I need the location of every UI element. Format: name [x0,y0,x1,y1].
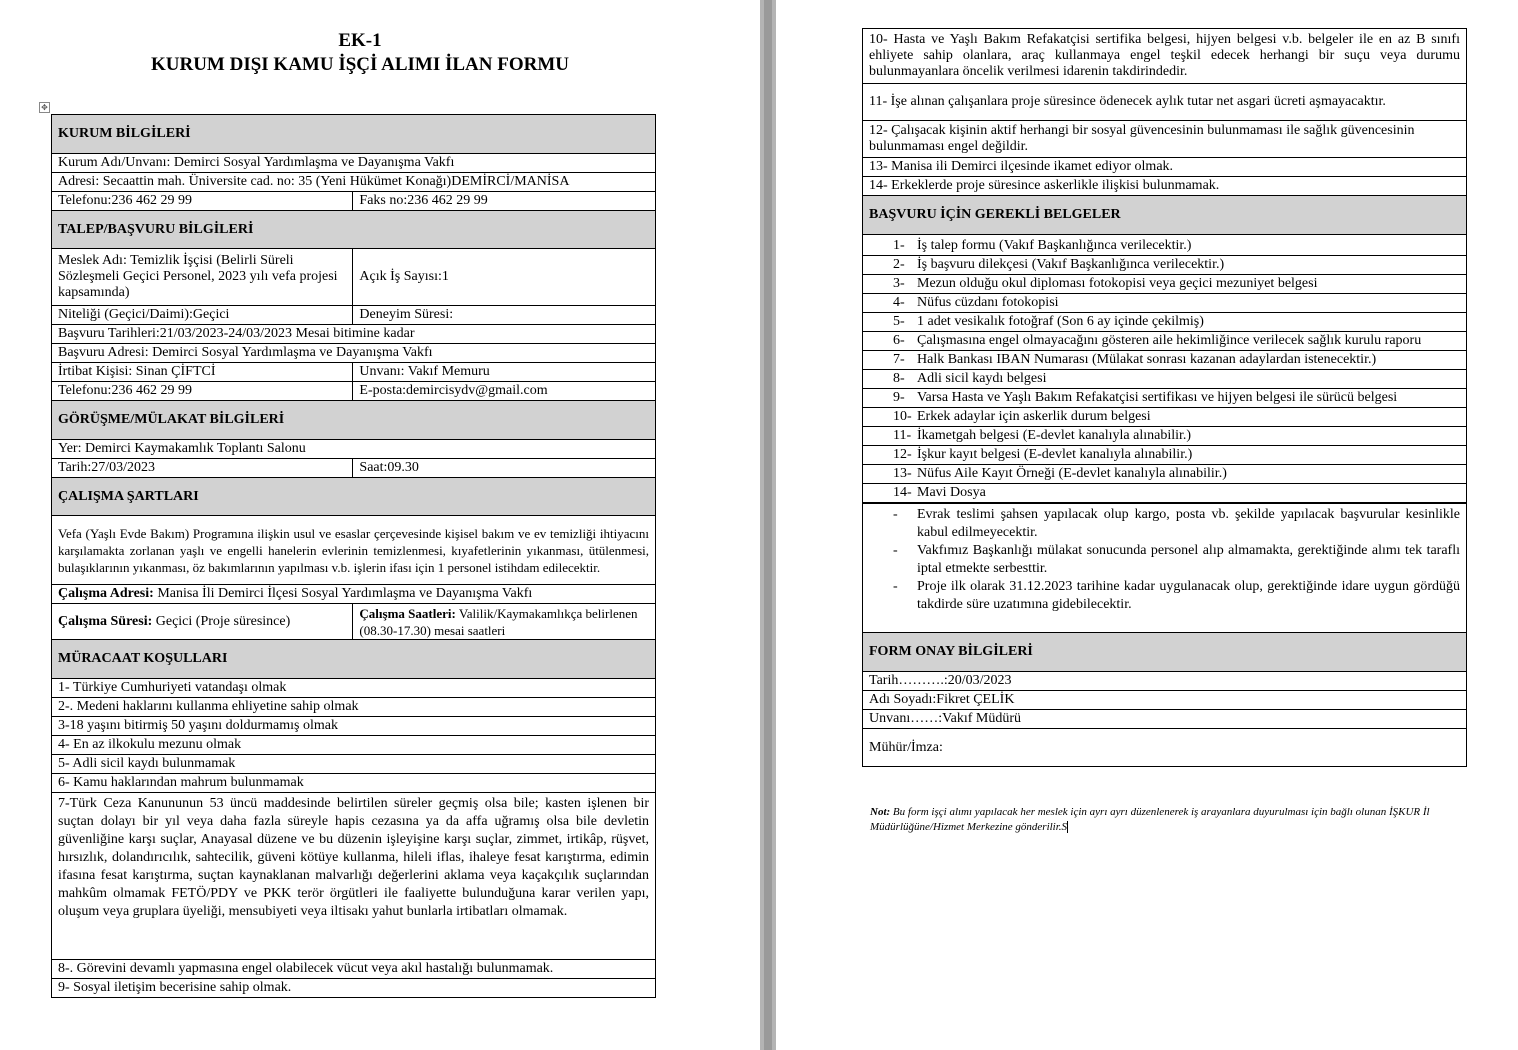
kosul-3: 3-18 yaşını bitirmiş 50 yaşını doldurmamış olmak [52,717,656,736]
kosul-10: 10- Hasta ve Yaşlı Bakım Refakatçisi sertifika belgesi, hijyen belgesi v.b. belgeler ile en az B sınıfı ehliyete sahip olanlara, araç kullanmaya engel teşkil edecek herhangi bir suçu veya durumu bulunmayanlara öncelik verilmesi idarenin takdirindedir. [863,29,1467,84]
belge-item-number: 2- [893,257,905,272]
belge-item-text: İşkur kayıt belgesi (E-devlet kanalıyla alınabilir.) [917,447,1193,462]
section-header-gorusme: GÖRÜŞME/MÜLAKAT BİLGİLERİ [52,401,656,440]
form-annex-number: EK-1 [338,30,382,51]
kosul-12: 12- Çalışacak kişinin aktif herhangi bir sosyal güvencesinin bulunmaması ile sağlık güvencesinin bulunmaması engel değildir. [863,121,1467,158]
onay-tarih: Tarih……….:20/03/2023 [863,672,1467,691]
belge-item-text: Erkek adaylar için askerlik durum belgesi [917,409,1151,424]
belgeler-list [869,237,1460,503]
meslek-adi: Meslek Adı: Temizlik İşçisi (Belirli Süreli Sözleşmeli Geçici Personel, 2023 yılı vefa projesi kapsamında) [52,249,353,306]
belge-item-number: 13- [893,466,912,481]
talep-telefon: Telefonu:236 462 29 99 [52,382,353,401]
deneyim-suresi: Deneyim Süresi: [353,306,656,325]
belge-note [869,542,1460,578]
onay-unvan: Unvanı……:Vakıf Müdürü [863,710,1467,729]
calisma-aciklama: Vefa (Yaşlı Evde Bakım) Programına ilişkin usul ve esaslar çerçevesinde kişisel bakım ve ev temizliği ihtiyacını karşılamakta zorlanan yaşlı ve engelli hanelerin evlerinin temizlenmesi, kıyafetlerinin yıkanması, ütülenmesi, bulaşıklarının yıkanması, öz bakımlarının yapılması v.b. işlerin ifası için 1 personel istihdam edilecektir. [52,516,656,585]
calisma-adresi-value: Manisa İli Demirci İlçesi Sosyal Yardımlaşma ve Dayanışma Vakfı [153,586,533,601]
kosul-11: 11- İşe alınan çalışanlara proje süresince ödenecek aylık tutar net asgari ücreti aşmayacaktır. [863,84,1467,121]
section-header-kurum: KURUM BİLGİLERİ [52,115,656,154]
belge-note-text: Evrak teslimi şahsen yapılacak olup kargo, posta vb. şekilde yapılacak başvurular kesinlikle kabul edilmeyecektir. [917,507,1460,540]
onay-muhur-imza: Mühür/İmza: [863,729,1467,767]
belge-item [863,427,1466,446]
belge-item-number: 11- [893,428,912,443]
kosul-14: 14- Erkeklerde proje süresince askerlikle ilişkisi bulunmamak. [863,177,1467,196]
belge-item-text: 1 adet vesikalık fotoğraf (Son 6 ay içinde çekilmiş) [917,314,1204,329]
mulakat-tarih: Tarih:27/03/2023 [52,459,353,478]
basvuru-adresi: Başvuru Adresi: Demirci Sosyal Yardımlaşma ve Dayanışma Vakfı [52,344,656,363]
belge-item-number: 6- [893,333,905,348]
footnote-text: Bu form işçi alımı yapılacak her meslek için ayrı ayrı düzenlenerek iş arayanlara duyurulması için bağlı olunan İŞKUR İl Müdürlüğüne/Hizmet Merkezine gönderilir.S [870,806,1430,833]
belge-item-text: İş başvuru dilekçesi (Vakıf Başkanlığınca verilecektir.) [917,257,1225,272]
belge-note-text: Vakfımız Başkanlığı mülakat sonucunda personel alıp almamakta, gerektiğinde alımı tek taraflı iptal etmekte serbesttir. [917,543,1460,576]
belge-item-number: 4- [893,295,905,310]
kosul-5: 5- Adli sicil kaydı bulunmamak [52,755,656,774]
belge-item-number: 1- [893,238,905,253]
belge-item-text: Halk Bankası IBAN Numarası (Mülakat sonrası kazanan adaylardan istenecektir.) [917,352,1377,367]
belge-item-text: Nüfus cüzdanı fotokopisi [917,295,1059,310]
belgeler-list-cell [863,235,1467,504]
kosul-8: 8-. Görevini devamlı yapmasına engel olabilecek vücut veya akıl hastalığı bulunmamak. [52,960,656,979]
calisma-saatleri-label: Çalışma Saatleri: [359,605,456,621]
section-header-calisma: ÇALIŞMA ŞARTLARI [52,478,656,516]
kosul-4: 4- En az ilkokulu mezunu olmak [52,736,656,755]
belge-item-number: 7- [893,352,905,367]
belge-note-text: Proje ilk olarak 31.12.2023 tarihine kadar uygulanacak olup, gerektiğinde idare uygun gördüğü takdirde süre uzatımına gidebilecektir. [917,579,1460,612]
calisma-suresi [52,604,353,640]
belge-item [863,484,1466,503]
section-header-muracaat: MÜRACAAT KOŞULLARI [52,640,656,679]
belge-item-text: Varsa Hasta ve Yaşlı Bakım Refakatçisi sertifikası ve hijyen belgesi ile sürücü belgesi [917,390,1398,405]
belge-note [869,506,1460,542]
belge-item [863,313,1466,332]
bullet-dash-icon: - [893,507,898,522]
niteligi: Niteliği (Geçici/Daimi):Geçici [52,306,353,325]
belge-note [869,578,1460,614]
kosul-6: 6- Kamu haklarından mahrum bulunmamak [52,774,656,793]
belge-item [863,351,1466,370]
text-cursor [1067,821,1068,833]
form-table-right [862,28,1467,767]
belge-item-text: Adli sicil kaydı belgesi [917,371,1047,386]
belge-item-number: 9- [893,390,905,405]
belge-item [863,465,1466,484]
acik-is-sayisi: Açık İş Sayısı:1 [353,249,656,306]
belge-item [863,275,1466,294]
form-table-left [51,114,656,998]
calisma-adresi-label: Çalışma Adresi: [58,586,154,601]
form-footnote [870,805,1490,835]
belge-item-number: 5- [893,314,905,329]
kurum-telefon: Telefonu:236 462 29 99 [52,192,353,211]
belge-item-number: 10- [893,409,912,424]
kosul-2: 2-. Medeni haklarını kullanma ehliyetine sahip olmak [52,698,656,717]
kurum-adi: Kurum Adı/Unvanı: Demirci Sosyal Yardımlaşma ve Dayanışma Vakfı [52,154,656,173]
footnote-label: Not: [870,806,891,818]
calisma-saatleri-value: Valilik/Kaymakamlıkça belirlenen (08.30-17.30) mesai saatleri [359,605,638,638]
belge-item-text: İkametgah belgesi (E-devlet kanalıyla alınabilir.) [917,428,1192,443]
mulakat-yer: Yer: Demirci Kaymakamlık Toplantı Salonu [52,440,656,459]
document-page-2 [776,0,1518,1050]
belge-item-text: Mezun olduğu okul diploması fotokopisi veya geçici mezuniyet belgesi [917,276,1318,291]
bullet-dash-icon: - [893,543,898,558]
kosul-9: 9- Sosyal iletişim becerisine sahip olmak. [52,979,656,998]
belge-item-text: Mavi Dosya [917,485,986,500]
calisma-adresi [52,585,656,604]
page-gutter [760,0,776,1050]
belge-item [863,237,1466,256]
belge-item [863,408,1466,427]
belge-item [863,446,1466,465]
bullet-dash-icon: - [893,579,898,594]
belge-item-number: 12- [893,447,912,462]
belge-item-text: Nüfus Aile Kayıt Örneği (E-devlet kanalıyla alınabilir.) [917,466,1227,481]
kosul-1: 1- Türkiye Cumhuriyeti vatandaşı olmak [52,679,656,698]
section-header-talep: TALEP/BAŞVURU BİLGİLERİ [52,211,656,249]
belge-item-number: 8- [893,371,905,386]
kurum-faks: Faks no:236 462 29 99 [353,192,656,211]
kosul-13: 13- Manisa ili Demirci ilçesinde ikamet ediyor olmak. [863,158,1467,177]
belge-item [863,256,1466,275]
belge-item-text: Çalışmasına engel olmayacağını gösteren aile hekimliğince verilecek sağlık kurulu raporu [917,333,1422,348]
onay-adi-soyadi: Adı Soyadı:Fikret ÇELİK [863,691,1467,710]
section-header-onay: FORM ONAY BİLGİLERİ [863,633,1467,672]
kurum-adres: Adresi: Secaattin mah. Üniversite cad. no: 35 (Yeni Hükümet Konağı)DEMİRCİ/MANİSA [52,173,656,192]
belge-item-number: 14- [893,485,912,500]
irtibat-kisisi: İrtibat Kişisi: Sinan ÇİFTCİ [52,363,353,382]
belge-item [863,294,1466,313]
belge-item [863,370,1466,389]
belge-item [863,389,1466,408]
belge-item-text: İş talep formu (Vakıf Başkanlığınca verilecektir.) [917,238,1192,253]
basvuru-tarihleri: Başvuru Tarihleri:21/03/2023-24/03/2023 Mesai bitimine kadar [52,325,656,344]
calisma-saatleri [353,604,656,640]
section-header-belgeler: BAŞVURU İÇİN GEREKLİ BELGELER [863,196,1467,235]
calisma-suresi-label: Çalışma Süresi: [58,613,153,629]
belge-item-number: 3- [893,276,905,291]
mulakat-saat: Saat:09.30 [353,459,656,478]
calisma-suresi-value: Geçici (Proje süresince) [152,613,291,629]
kosul-7: 7-Türk Ceza Kanununun 53 üncü maddesinde belirtilen süreler geçmiş olsa bile; kasten işlenen bir suçtan dolayı bir yıl veya daha fazla süreyle hapis cezasına ya da affa uğramış olsa bile devletin güvenliğine karşı suçlar, Anayasal düzene ve bu düzenin işleyişine karşı suçlar, zimmet, irtikâp, rüşvet, hırsızlık, dolandırıcılık, sahtecilik, güveni kötüye kullanma, hileli iflas, ihaleye fesat karıştırma, edimin ifasına fesat karıştırma, suçtan kaynaklanan malvarlığı değerlerini aklama veya kaçakçılık suçlarından mahkûm olmamak FETÖ/PDY ve PKK terör örgütleri ile faaliyette bulunduğuna karar verilen yapı, oluşum veya gruplara üyeliği, mensubiyeti veya iltisakı yahut bunlarla irtibatları olmamak. [52,793,656,960]
talep-eposta: E-posta:demircisydv@gmail.com [353,382,656,401]
form-title: KURUM DIŞI KAMU İŞÇİ ALIMI İLAN FORMU [150,54,570,75]
belge-item [863,332,1466,351]
belgeler-notes-cell [863,504,1467,633]
belgeler-notes [869,506,1460,614]
table-move-handle-icon[interactable]: ✥ [39,102,50,113]
irtibat-unvan: Unvanı: Vakıf Memuru [353,363,656,382]
